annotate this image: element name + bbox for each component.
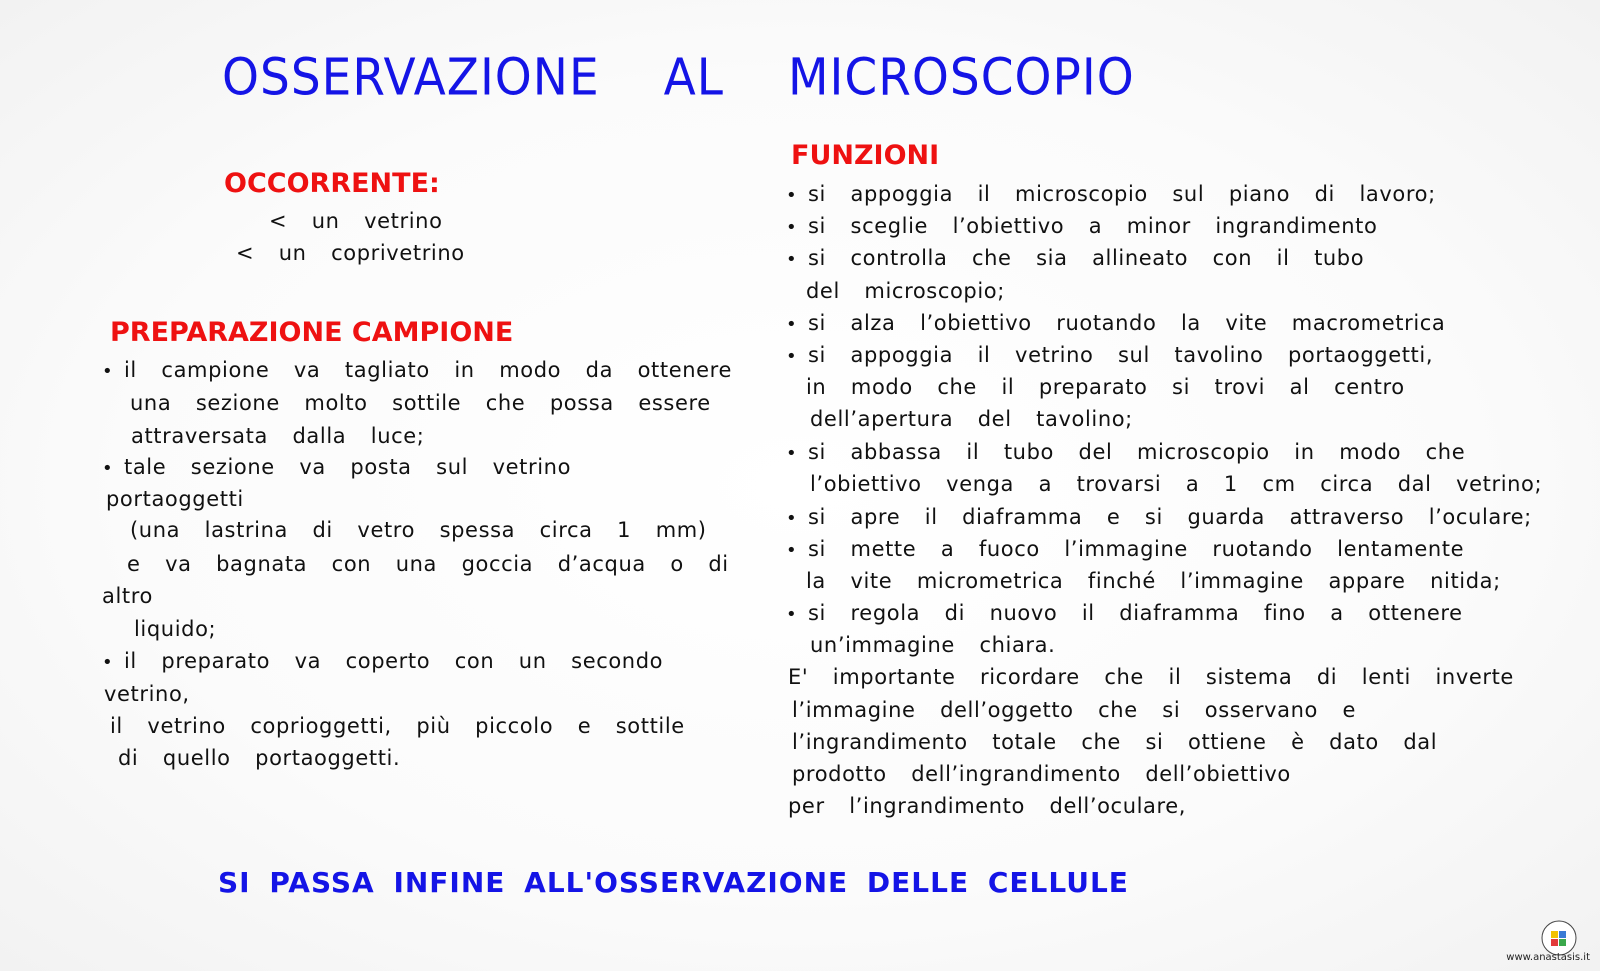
funzioni-line: • si sceglie l’obiettivo a minor ingrandimento xyxy=(786,213,1377,241)
preparazione-line: • il campione va tagliato in modo da ottenere xyxy=(102,357,732,385)
preparazione-line: portaoggetti xyxy=(106,487,244,511)
bullet-icon: • xyxy=(102,652,114,673)
preparazione-line: il vetrino coprioggetti, più piccolo e sottile xyxy=(110,714,685,738)
bullet-icon: • xyxy=(786,346,798,367)
bullet-icon: • xyxy=(102,361,114,382)
preparazione-line: attraversata dalla luce; xyxy=(131,424,425,448)
occorrente-item: < un coprivetrino xyxy=(236,241,465,265)
bullet-icon: • xyxy=(786,604,798,625)
preparazione-line: altro xyxy=(102,584,153,608)
funzioni-line: prodotto dell’ingrandimento dell’obiettivo xyxy=(792,762,1291,786)
bullet-icon: • xyxy=(786,217,798,238)
bullet-icon: • xyxy=(786,249,798,270)
funzioni-heading: FUNZIONI xyxy=(791,140,940,171)
funzioni-line: l’immagine dell’oggetto che si osservano e xyxy=(792,698,1357,722)
funzioni-line: • si mette a fuoco l’immagine ruotando lentamente xyxy=(786,536,1464,564)
funzioni-line: l’ingrandimento totale che si ottiene è dato dal xyxy=(792,730,1438,754)
preparazione-line: (una lastrina di vetro spessa circa 1 mm) xyxy=(130,518,707,542)
preparazione-line: vetrino, xyxy=(104,682,190,706)
bullet-icon: • xyxy=(786,508,798,529)
preparazione-line: di quello portaoggetti. xyxy=(118,746,401,770)
watermark-site: www.anastasis.it xyxy=(1506,952,1590,963)
funzioni-line: del microscopio; xyxy=(806,279,1005,303)
preparazione-heading: PREPARAZIONE CAMPIONE xyxy=(110,317,514,348)
bullet-icon: • xyxy=(786,443,798,464)
preparazione-line: una sezione molto sottile che possa essere xyxy=(130,391,711,415)
funzioni-line: • si regola di nuovo il diaframma fino a ottenere xyxy=(786,600,1463,628)
funzioni-line: • si alza l’obiettivo ruotando la vite macrometrica xyxy=(786,310,1445,338)
funzioni-line: • si abbassa il tubo del microscopio in modo che xyxy=(786,439,1465,467)
occorrente-item: < un vetrino xyxy=(269,209,443,233)
preparazione-line: liquido; xyxy=(134,617,217,641)
bullet-icon: • xyxy=(786,540,798,561)
funzioni-line: un’immagine chiara. xyxy=(810,633,1056,657)
title-word-microscopio: MICROSCOPIO xyxy=(788,48,1135,108)
funzioni-line: • si controlla che sia allineato con il tubo xyxy=(786,245,1364,273)
bullet-icon: • xyxy=(102,458,114,479)
funzioni-line: la vite micrometrica finché l’immagine appare nitida; xyxy=(806,569,1501,593)
preparazione-line: • tale sezione va posta sul vetrino xyxy=(102,454,571,482)
funzioni-line: • si apre il diaframma e si guarda attraverso l’oculare; xyxy=(786,504,1532,532)
occorrente-heading: OCCORRENTE: xyxy=(224,168,440,199)
funzioni-line: l’obiettivo venga a trovarsi a 1 cm circa dal vetrino; xyxy=(810,472,1543,496)
preparazione-line: • il preparato va coperto con un secondo xyxy=(102,648,663,676)
funzioni-line: E' importante ricordare che il sistema di lenti inverte xyxy=(788,665,1514,689)
bullet-icon: • xyxy=(786,314,798,335)
page-title xyxy=(222,48,1135,107)
bullet-icon: • xyxy=(786,185,798,206)
funzioni-line: per l’ingrandimento dell’oculare, xyxy=(788,794,1187,818)
footer-conclusion: SI PASSA INFINE ALL'OSSERVAZIONE DELLE CELLULE xyxy=(218,866,1129,899)
funzioni-line: dell’apertura del tavolino; xyxy=(810,407,1133,431)
preparazione-line: e va bagnata con una goccia d’acqua o di xyxy=(127,552,729,576)
title-word-osservazione: OSSERVAZIONE xyxy=(222,48,600,108)
funzioni-line: in modo che il preparato si trovi al centro xyxy=(806,375,1405,399)
funzioni-line: • si appoggia il microscopio sul piano di lavoro; xyxy=(786,181,1436,209)
title-word-al: AL xyxy=(663,48,724,108)
funzioni-line: • si appoggia il vetrino sul tavolino portaoggetti, xyxy=(786,342,1433,370)
